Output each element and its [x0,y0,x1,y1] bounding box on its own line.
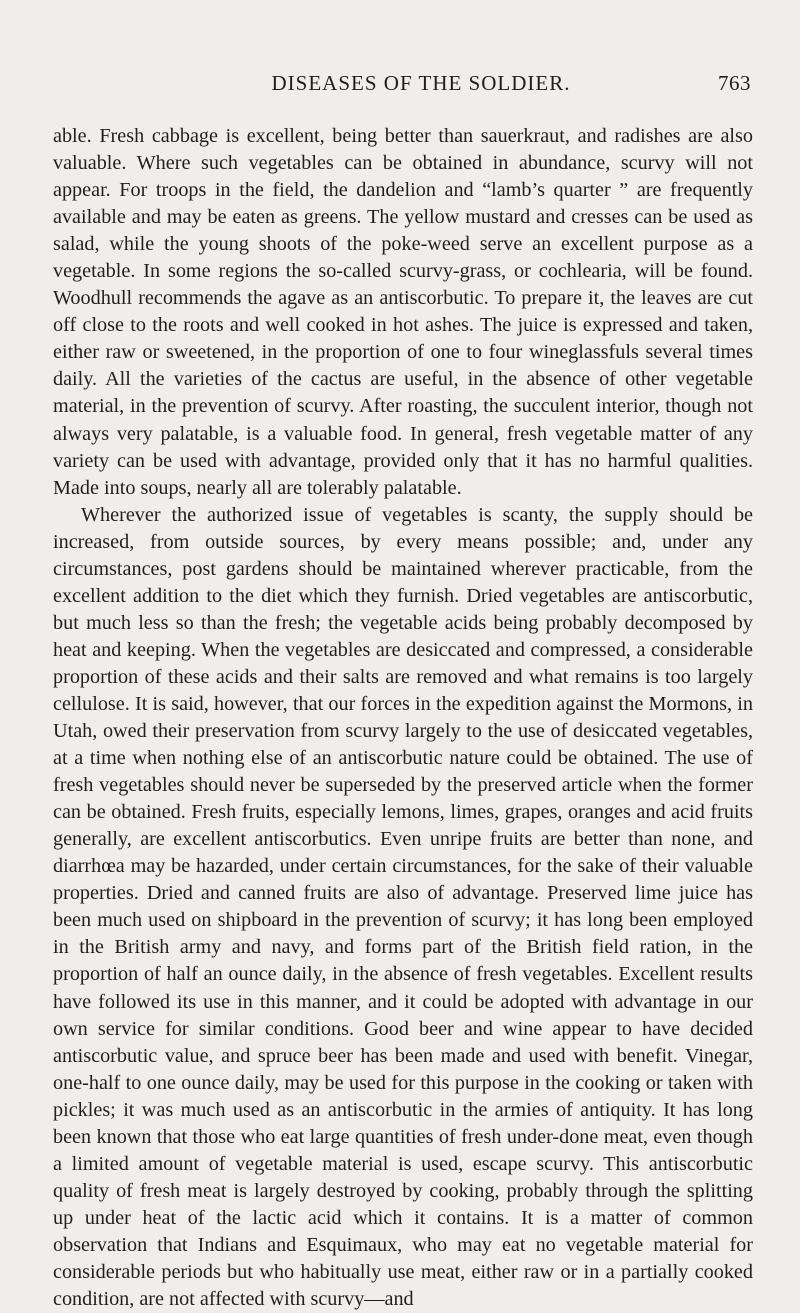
running-title: DISEASES OF THE SOLDIER. [271,71,571,95]
paragraph: Wherever the authorized issue of vegetables is scanty, the supply should be increased, from outside sources, by every means possible; and, under any circumstances, post gardens should be maintained wherever practicable, from the excellent addition to the diet which they furnish. Dried vegetables are antiscorbutic, but much less so than the fresh; the vegetable acids being probably decomposed by heat and keeping. When the vegetables are desiccated and compressed, a considerable proportion of these acids and their salts are removed and what remains is too largely cellulose. It is said, however, that our forces in the expedition against the Mormons, in Utah, owed their preservation from scurvy largely to the use of desiccated vegetables, at a time when nothing else of an antiscorbutic nature could be obtained. The use of fresh vegetables should never be superseded by the preserved article when the former can be obtained. Fresh fruits, especially lemons, limes, grapes, oranges and acid fruits generally, are excellent antiscorbutics. Even unripe fruits are better than none, and diarrhœa may be hazarded, under certain circumstances, for the sake of their valuable properties. Dried and canned fruits are also of advantage. Preserved lime juice has been much used on shipboard in the prevention of scurvy; it has long been employed in the British army and navy, and forms part of the British field ration, in the proportion of half an ounce daily, in the absence of fresh vegetables. Excellent results have followed its use in this manner, and it could be adopted with advantage in our own service for similar conditions. Good beer and wine appear to have decided antiscorbutic value, and spruce beer has been made and used with benefit. Vinegar, one-half to one ounce daily, may be used for this purpose in the cooking or taken with pickles; it was much used as an antiscorbutic in the armies of antiquity. It has long been known that those who eat large quantities of fresh under-done meat, even though a limited amount of vegetable material is used, escape scurvy. This antiscorbutic quality of fresh meat is largely destroyed by cooking, probably through the splitting up under heat of the lactic acid which it contains. It is a matter of common observation that Indians and Esquimaux, who may eat no vegetable material for considerable periods but who habitually use meat, either raw or in a partially cooked condition, are not affected with scurvy—and [53,503,753,1311]
running-head [91,71,751,95]
paragraph-continued: able. Fresh cabbage is excellent, being better than sauerkraut, and radishes are also valuable. Where such vegetables can be obtained in abundance, scurvy will not appear. For troops in the field, the dandelion and “lamb’s quarter ” are frequently available and may be eaten as greens. The yellow mustard and cresses can be used as salad, while the young shoots of the poke-weed serve an excellent purpose as a vegetable. In some regions the so-called scurvy-grass, or cochlearia, will be found. Woodhull recommends the agave as an antiscorbutic. To prepare it, the leaves are cut off close to the roots and well cooked in hot ashes. The juice is expressed and taken, either raw or sweetened, in the proportion of one to four wineglassfuls several times daily. All the varieties of the cactus are useful, in the absence of other vegetable material, in the prevention of scurvy. After roasting, the succulent interior, though not always very palatable, is a valuable food. In general, fresh vegetable matter of any variety can be used with advantage, provided only that it has no harmful qualities. Made into soups, nearly all are tolerably palatable. [53,125,753,499]
page-number: 763 [718,71,751,95]
body-text [53,123,753,1313]
